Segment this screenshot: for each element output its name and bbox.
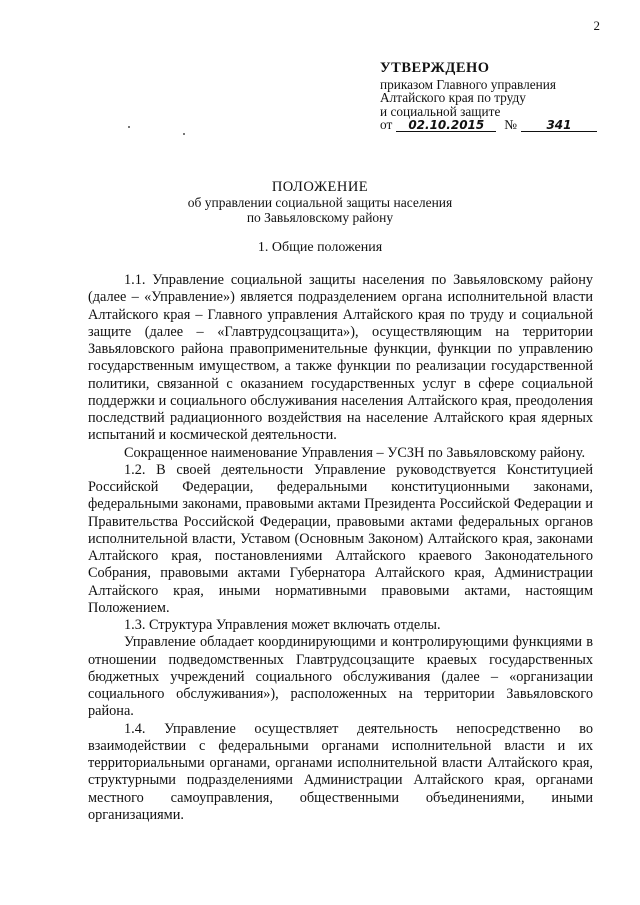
paragraph: Сокращенное наименование Управления – УСЗН по Завьяловскому району. [124,444,586,461]
paragraph: 1.3. Структура Управления может включать отделы. [124,617,441,633]
document-title-block [0,180,640,225]
page-number: 2 [593,18,600,33]
paragraph: Управление обладает координирующими и контролирующими функциями в отношении подведомственных Главтрудсоцзащите краевых государственных бюджетных учреждений социального обслуживания (далее – «организации социального обслуживания»), расположенных на территории Завьяловского района. [88,634,593,720]
document-title: ПОЛОЖЕНИЕ [271,179,369,195]
order-line [380,118,610,132]
handwritten-number: 341 [521,119,597,132]
document-subtitle-line: по Завьяловскому району [246,210,394,225]
approval-line: приказом Главного управления [380,76,557,92]
paragraph: 1.1. Управление социальной защиты населения по Завьяловскому району (далее – «Управление») является подразделением органа исполнительной власти Алтайского края – Главного управления Алтайского края по труду и социальной защите (далее – «Главтрудсоцзащита»), осуществляющим на территории Завьяловского района правоприменительные функции, функции по управлению государственным имуществом, а также функции по реализации государственной политики, связанной с оказанием государственных услуг в сфере социальной поддержки и социального обслуживания населения Алтайского края, преодоления последствий радиационного воздействия на население Алтайского края ядерных испытаний и космической деятельности. [88,272,593,444]
paragraph: 1.4. Управление осуществляет деятельность непосредственно во взаимодействии с федеральными органами исполнительной власти и их территориальными органами, органами исполнительной власти Алтайского края, структурными подразделениями Администрации Алтайского края, органами местного самоуправления, общественными объединениями, иными организациями. [88,720,593,823]
approval-heading: УТВЕРЖДЕНО [380,60,490,76]
section-heading: 1. Общие положения [257,240,383,255]
from-label: от [380,117,393,132]
scan-speck [128,126,130,128]
approval-stamp-block [380,62,610,132]
handwritten-date: 02.10.2015 [396,119,496,132]
document-subtitle-line: об управлении социальной защиты населения [187,195,453,210]
body-text [88,272,593,824]
approval-line: Алтайского края по труду [380,90,526,105]
number-sign: № [504,117,517,132]
scan-speck [183,133,185,135]
paragraph: 1.2. В своей деятельности Управление руководствуется Конституцией Российской Федерации, федеральными конституционными законами, федеральными законами, правовыми актами Президента Российской Федерации и Правительства Российской Федерации, правовыми актами федеральных органов исполнительной власти, Уставом (Основным Законом) Алтайского края, законами Алтайского края, постановлениями Алтайского краевого Законодательного Собрания, правовыми актами Губернатора Алтайского края, Администрации Алтайского края, иными нормативными правовыми актами, настоящим Положением. [88,461,593,616]
approval-line: и социальной защите [380,103,501,119]
